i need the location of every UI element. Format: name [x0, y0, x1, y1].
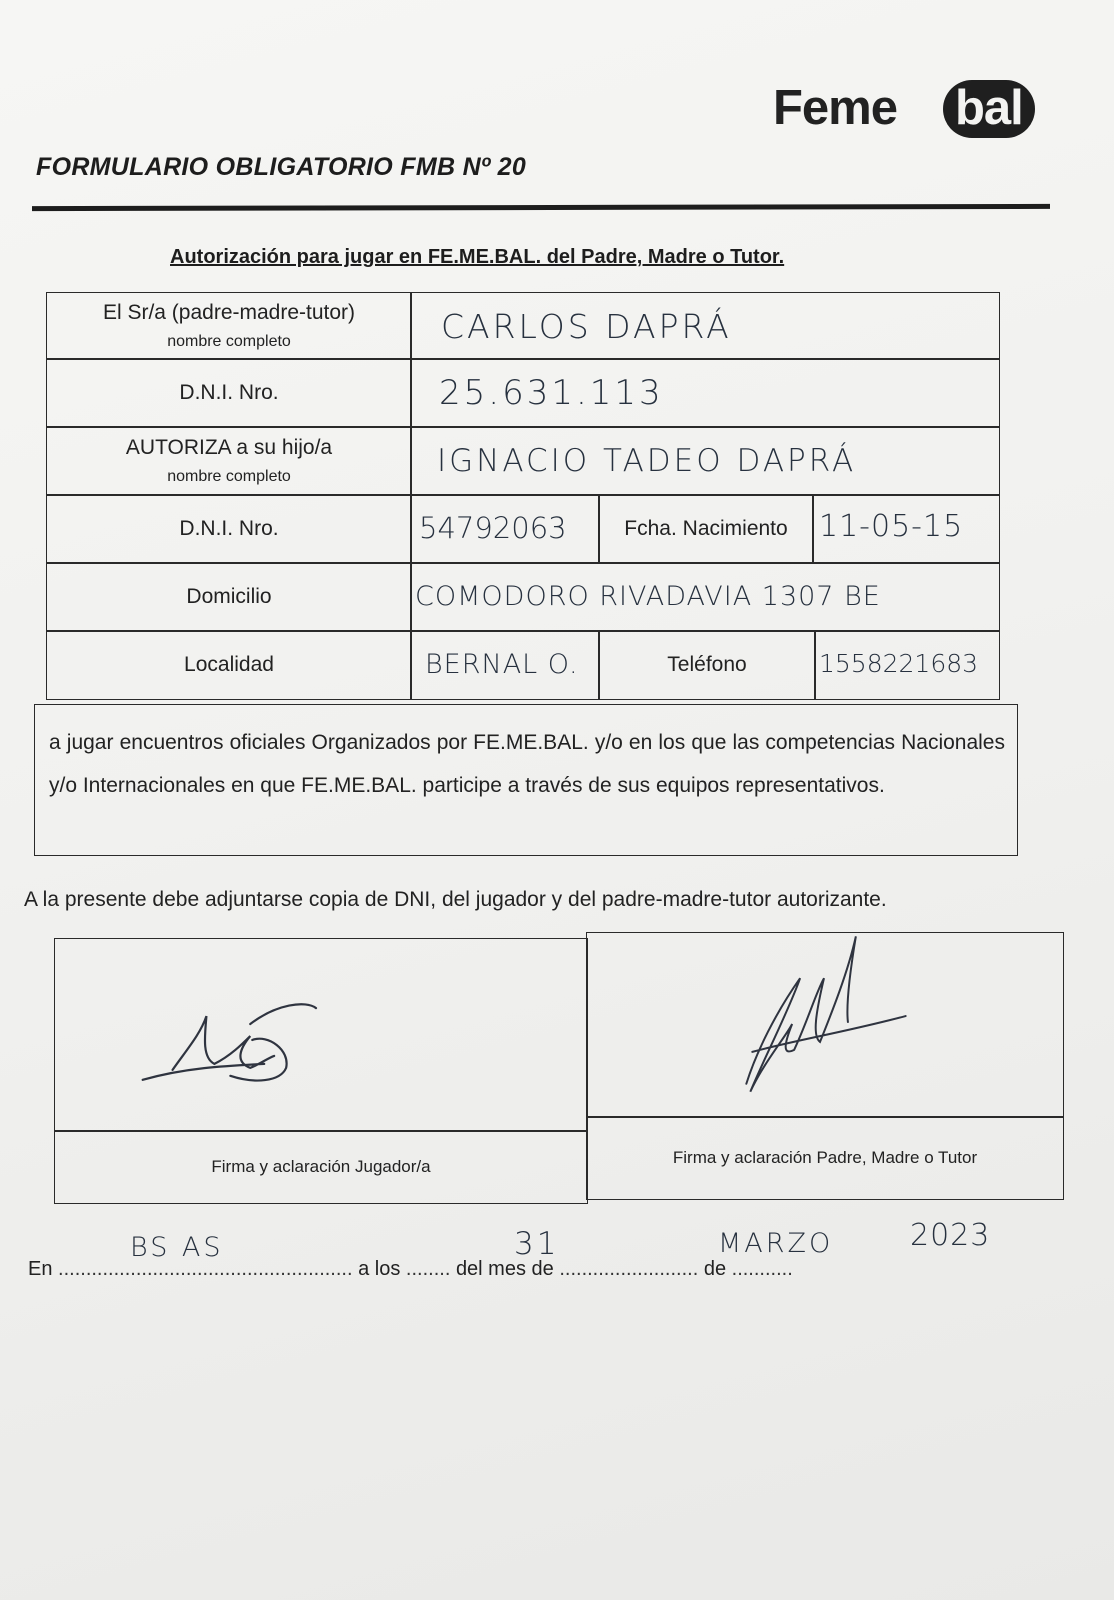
child-dni-label: D.N.I. Nro.: [179, 517, 279, 540]
child-dni-value: 54792063: [419, 511, 567, 545]
child-dni-field[interactable]: [410, 494, 600, 564]
form-subtitle: Autorización para jugar en FE.ME.BAL. del Padre, Madre o Tutor.: [170, 246, 785, 268]
days-label: a los: [358, 1258, 401, 1280]
player-signature-label-cell: [54, 1130, 588, 1204]
child-name-label: AUTORIZA a su hijo/a: [125, 436, 333, 459]
locality-label-cell: [46, 630, 412, 700]
phone-label: Teléfono: [667, 653, 747, 676]
month-dots: .........................: [559, 1258, 699, 1280]
parent-dni-label: D.N.I. Nro.: [179, 381, 279, 404]
address-label: Domicilio: [186, 585, 272, 608]
parent-signature-label-cell: [586, 1116, 1064, 1200]
signature-table: [54, 932, 1064, 1204]
player-signature-label: Firma y aclaración Jugador/a: [211, 1157, 431, 1176]
child-name-field[interactable]: [410, 426, 1000, 496]
address-label-cell: [46, 562, 412, 632]
logo-text: Feme: [773, 81, 898, 135]
year-value[interactable]: 2023: [910, 1218, 991, 1253]
phone-label-cell: [598, 630, 816, 700]
parent-name-label-cell: [46, 292, 412, 360]
birth-field[interactable]: [812, 494, 1000, 564]
locality-label: Localidad: [184, 653, 274, 676]
place-dots: .....................................................: [58, 1258, 353, 1280]
place-value[interactable]: BS AS: [130, 1232, 224, 1263]
address-field[interactable]: [410, 562, 1000, 632]
birth-label-cell: [598, 494, 814, 564]
address-value: COMODORO RIVADAVIA 1307 BE: [415, 581, 881, 612]
child-name-label-cell: [46, 426, 412, 496]
parent-name-field[interactable]: [410, 292, 1000, 360]
month-value[interactable]: MARZO: [718, 1228, 834, 1259]
phone-field[interactable]: [814, 630, 1000, 700]
title-rule: [32, 204, 1050, 211]
year-label: de: [703, 1258, 727, 1280]
parent-dni-label-cell: [46, 358, 412, 428]
player-signature-box[interactable]: [54, 938, 588, 1132]
authorization-table: [46, 292, 1000, 702]
date-prefix: En: [28, 1258, 53, 1280]
locality-value: BERNAL O.: [425, 649, 579, 680]
femebal-logo: [773, 78, 1038, 144]
child-dni-label-cell: [46, 494, 412, 564]
child-name-sublabel: nombre completo: [167, 468, 291, 485]
parent-dni-field[interactable]: [410, 358, 1000, 428]
parent-name-label: El Sr/a (padre-madre-tutor): [102, 301, 356, 324]
parent-dni-value: 25.631.113: [439, 373, 664, 413]
player-signature-icon: [55, 938, 587, 1132]
month-label: del mes de: [455, 1258, 554, 1280]
day-dots: ........: [405, 1258, 451, 1280]
parent-signature-icon: [587, 932, 1063, 1118]
birth-label: Fcha. Nacimiento: [624, 517, 788, 540]
parent-name-value: CARLOS DAPRÁ: [441, 307, 732, 346]
parent-name-sublabel: nombre completo: [167, 333, 291, 350]
year-dots: ...........: [731, 1258, 793, 1280]
authorization-clause: a jugar encuentros oficiales Organizados por FE.ME.BAL. y/o en los que las competencias Nacionales y/o Internacionales en que FE.ME.BAL. participe a través de sus equipos representativos.: [34, 704, 1018, 856]
day-value[interactable]: 31: [514, 1226, 560, 1262]
attachment-note: A la presente debe adjuntarse copia de DNI, del jugador y del padre-madre-tutor autorizante.: [24, 888, 887, 911]
locality-field[interactable]: [410, 630, 600, 700]
child-name-value: IGNACIO TADEO DAPRÁ: [437, 443, 857, 479]
phone-value: 1558221683: [819, 649, 979, 678]
form-title: FORMULARIO OBLIGATORIO FMB Nº 20: [36, 153, 527, 181]
parent-signature-box[interactable]: [586, 932, 1064, 1118]
parent-signature-label: Firma y aclaración Padre, Madre o Tutor: [672, 1148, 978, 1167]
logo-pill-text: bal: [955, 81, 1023, 135]
birth-value: 11-05-15: [819, 509, 964, 544]
